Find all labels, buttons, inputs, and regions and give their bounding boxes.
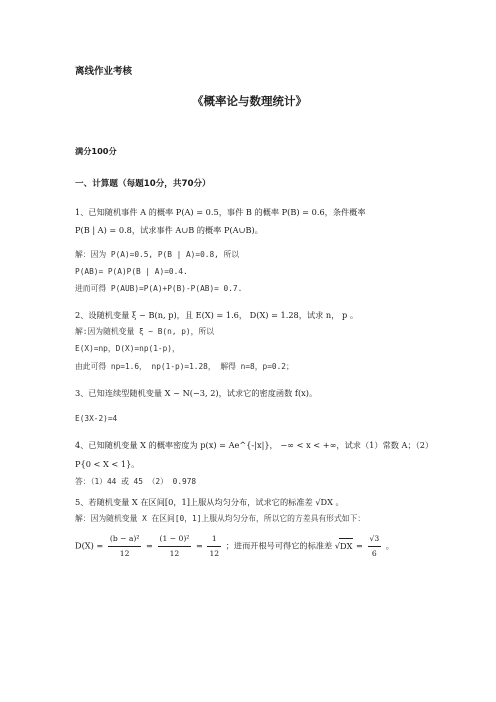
q5-formula [75, 532, 394, 561]
section-heading: 一、计算题（每题10分，共70分） [75, 179, 211, 189]
fraction-denominator: 6 [371, 549, 377, 558]
formula-end-punct: 。 [385, 540, 394, 551]
q1-solution-3: 进而可得 P(AUB)=P(A)+P(B)-P(AB)= 0.7. [75, 284, 243, 293]
fraction-denominator: 12 [209, 549, 220, 558]
equals-sign: = [146, 540, 153, 551]
equals-sign: = [356, 540, 363, 551]
q5-line1: 5、若随机变量 X 在区间[0，1]上服从均匀分布，试求它的标准差 √DX 。 [75, 497, 344, 507]
q2-line1: 2、设随机变量 ξ ~ B(n, p)，且 E(X) = 1.6， D(X) = 1.28，试求 n， p 。 [75, 310, 359, 320]
q1-line1: 1、已知随机事件 A 的概率 P(A) = 0.5，事件 B 的概率 P(B) = 0.6，条件概率 [75, 207, 366, 217]
q2-solution-2: E(X)=np，D(X)=np(1-p)， [75, 344, 180, 353]
q1-solution-2: P(AB)= P(A)P(B | A)=0.4. [75, 267, 188, 276]
q1-solution-1: 解：因为 P(A)=0.5, P(B | A)=0.8, 所以 [75, 250, 240, 259]
fraction-std-dev [368, 532, 382, 561]
sqrt-radicand: DX [339, 538, 353, 553]
q3-line1: 3、已知连续型随机变量 X ~ N(−3, 2)，试求它的密度函数 f(x)。 [75, 388, 318, 398]
equals-sign: = [195, 540, 203, 551]
fraction-numerator: (b − a)² [108, 532, 142, 547]
fraction-variance-general [108, 532, 142, 561]
formula-tail-text: ；进而开根号可得它的标准差 [225, 540, 333, 551]
sqrt-symbol: √ [334, 540, 340, 551]
q4-answer: 答：（1）44 或 45 （2） 0.978 [75, 477, 197, 486]
q2-solution-1: 解:因为随机变量 ξ ~ B(n, p)，所以 [75, 327, 214, 336]
course-title: 《概率论与数理统计》 [192, 94, 307, 108]
fraction-numerator: (1 − 0)² [158, 532, 192, 547]
formula-lhs: D(X) = [75, 540, 104, 551]
q3-solution-1: E(3X-2)=4 [75, 414, 118, 423]
fraction-denominator: 12 [119, 549, 130, 558]
q4-line2: P{0 < X < 1}。 [75, 459, 140, 469]
q5-solution-1: 解：因为随机变量 X 在区间[0，1]上服从均匀分布，所以它的方差具有形式如下： [75, 514, 366, 523]
fraction-variance-result [207, 532, 221, 561]
fraction-numerator: √3 [368, 532, 382, 547]
q2-solution-3: 由此可得 np=1.6， np(1-p)=1.28， 解得 n=8，p=0.2； [75, 362, 294, 371]
q4-line1: 4、已知随机变量 X 的概率密度为 p(x) = Ae^{-|x|}， −∞ < x < +∞，试求（1）常数 A；（2） [75, 440, 434, 450]
fraction-numerator: 1 [207, 532, 221, 547]
q1-line2: P(B | A) = 0.8，试求事件 A∪B 的概率 P(A∪B)。 [75, 225, 263, 235]
fraction-variance-substituted [158, 532, 192, 561]
document-title: 离线作业考核 [75, 66, 133, 77]
fraction-denominator: 12 [169, 549, 180, 558]
full-score-label: 满分100分 [75, 146, 117, 156]
